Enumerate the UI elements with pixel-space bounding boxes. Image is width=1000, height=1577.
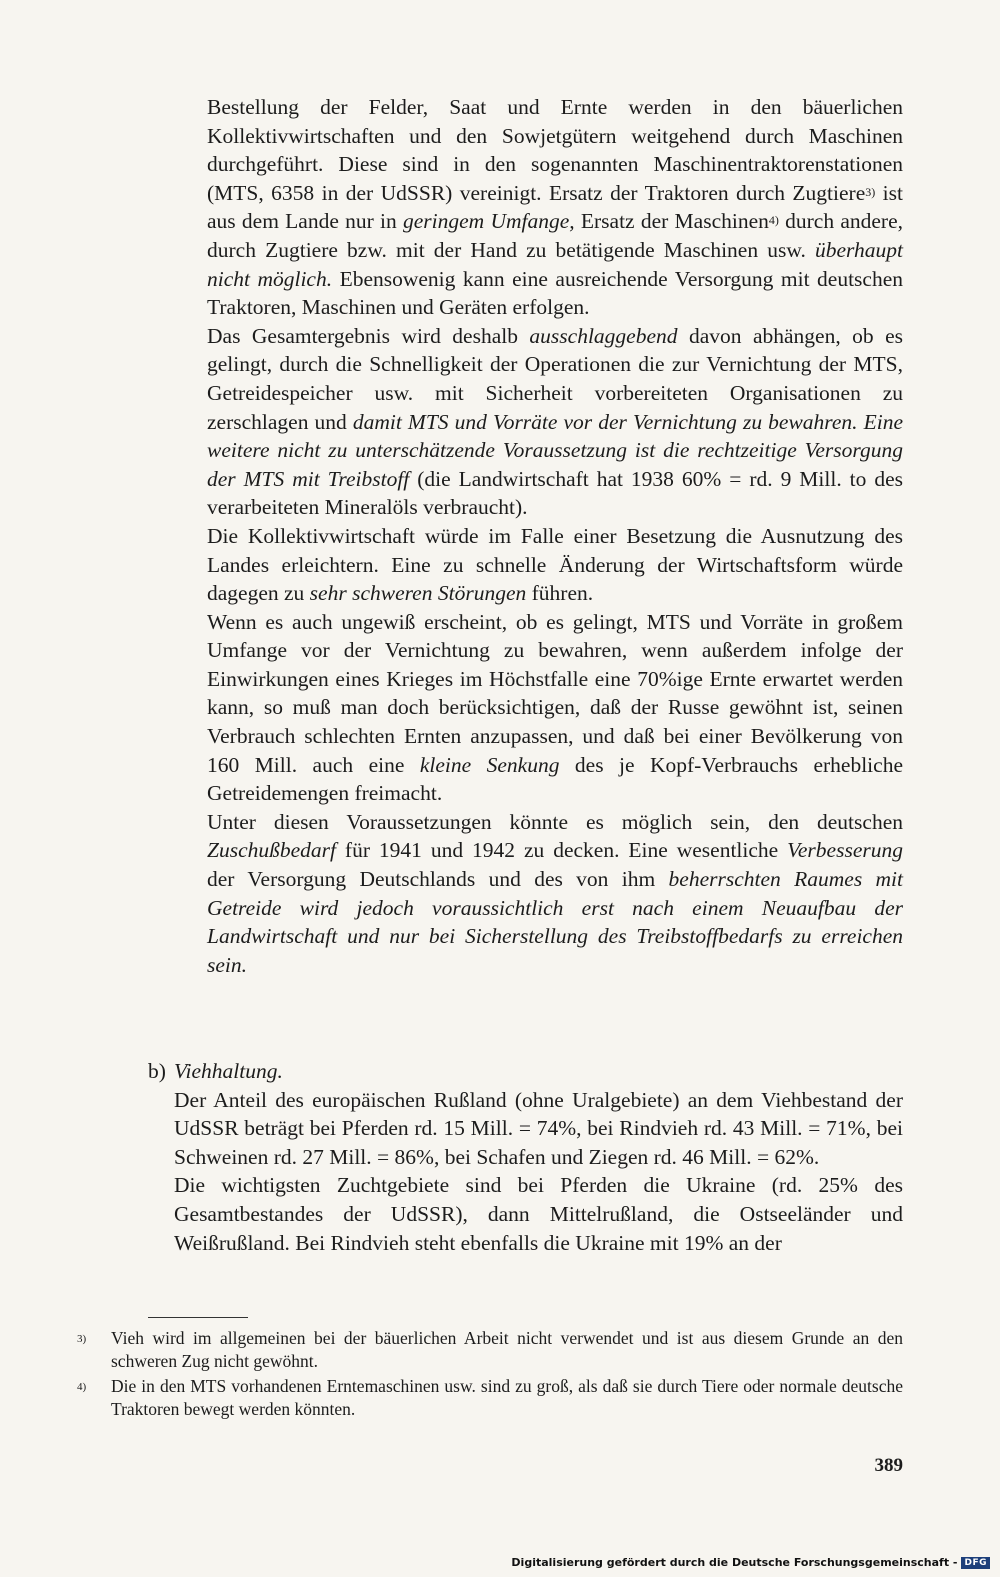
footnote-reference: 4): [768, 213, 779, 228]
paragraph: Die wichtigsten Zuchtgebiete sind bei Pferden die Ukraine (rd. 25% des Gesamtbestandes der UdSSR), dann Mittelrußland, die Ostseeländer und Weißrußland. Bei Rindvieh steht ebenfalls die Ukraine mit 19% an der: [174, 1173, 903, 1255]
footnote-mark: 4): [77, 1381, 87, 1393]
section-title: Viehhaltung.: [174, 1059, 283, 1083]
body-text: [207, 93, 903, 979]
paragraph: [207, 608, 903, 808]
section-heading: [148, 1057, 903, 1086]
text-run: führen.: [526, 581, 594, 606]
emphasis: Zuschußbedarf: [207, 838, 336, 863]
text-run: ist aus dem Lande nur in: [207, 180, 903, 234]
footnote-divider: [148, 1317, 248, 1318]
paragraph: Der Anteil des europäischen Rußland (ohne Uralgebiete) an dem Viehbestand der UdSSR beträgt bei Pferden rd. 15 Mill. = 74%, bei Rindvieh rd. 43 Mill. = 71%, bei Schweinen rd. 27 Mill. = 86%, bei Schafen und Ziegen rd. 46 Mill. = 62%.: [174, 1087, 903, 1169]
emphasis: überhaupt nicht möglich.: [207, 237, 903, 291]
paragraph: [207, 322, 903, 522]
section-number: b): [148, 1059, 166, 1083]
footnote-mark: 3): [77, 1333, 87, 1345]
page-number: 389: [874, 1455, 903, 1476]
text-run: Das Gesamtergebnis wird deshalb: [207, 323, 530, 348]
text-run: des je Kopf-Verbrauchs erhebliche Getreidemengen freimacht.: [207, 752, 903, 806]
text-run: der Versorgung Deutschlands und des von ihm: [207, 867, 669, 892]
footnote: [77, 1327, 903, 1373]
text-run: Wenn es auch ungewiß erscheint, ob es gelingt, MTS und Vorräte in großem Umfange vor der Vernichtung zu bewahren, wenn außerdem infolge der Einwirkungen eines Krieges im Höchstfalle eine 70%ige Ernte erwartet werden kann, so muß man doch berücksichtigen, daß der Russe gewöhnt ist, seinen Verbrauch schlechten Ernten anzupassen, und daß bei einer Bevölkerung von 160 Mill. auch eine: [207, 609, 903, 777]
paragraph: [207, 93, 903, 322]
footnote-reference: 3): [865, 184, 876, 199]
text-run: Die Kollektivwirtschaft würde im Falle einer Besetzung die Ausnutzung des Landes erleichtern. Eine zu schnelle Änderung der Wirtschaftsform würde dagegen zu: [207, 523, 903, 606]
footnote-text: Vieh wird im allgemeinen bei der bäuerlichen Arbeit nicht verwendet und ist aus diesem Grunde an den schweren Zug nicht gewöhnt.: [111, 1328, 903, 1371]
dfg-logo: DFG: [961, 1557, 990, 1569]
section-viehhaltung: [148, 1057, 903, 1257]
emphasis: ausschlaggebend: [529, 323, 678, 348]
footnote: [77, 1375, 903, 1421]
paragraph: [207, 522, 903, 608]
paragraph: [207, 808, 903, 980]
text-run: Ersatz der Maschinen: [574, 209, 769, 234]
text-run: Ebensowenig kann eine ausreichende Versorgung mit deutschen Traktoren, Maschinen und Geräten erfolgen.: [207, 266, 903, 320]
footnotes: [77, 1327, 903, 1423]
text-run: Bestellung der Felder, Saat und Ernte werden in den bäuerlichen Kollektivwirtschaften und den Sowjetgütern weitgehend durch Maschinen durchgeführt. Diese sind in den sogenannten Maschinentraktorenstationen (MTS, 6358 in der UdSSR) vereinigt. Ersatz der Traktoren durch Zugtiere: [207, 95, 903, 205]
emphasis: sehr schweren Störungen: [309, 581, 527, 606]
credit-text: Digitalisierung gefördert durch die Deutsche Forschungsgemeinschaft -: [511, 1556, 958, 1569]
emphasis: beherrschten Raumes mit Getreide wird jedoch voraussichtlich erst nach einem Neuaufbau der Landwirtschaft und nur bei Sicherstellung des Treibstoffbedarfs zu erreichen sein.: [207, 867, 903, 977]
emphasis: kleine Senkung: [419, 752, 560, 777]
text-run: (die Landwirtschaft hat 1938 60% = rd. 9 Mill. to des verarbeiteten Mineralöls verbraucht).: [207, 466, 903, 520]
text-run: davon abhängen, ob es gelingt, durch die Schnelligkeit der Operationen die zur Vernichtung der MTS, Getreidespeicher usw. mit Sicherheit vorbereiteten Organisationen zu zerschlagen und: [207, 323, 903, 434]
emphasis: damit MTS und Vorräte vor der Vernichtung zu bewahren. Eine weitere nicht zu unterschätzende Voraussetzung ist die rechtzeitige Versorgung der MTS mit Treibstoff: [207, 409, 903, 491]
text-run: Unter diesen Voraussetzungen könnte es möglich sein, den deutschen: [207, 809, 903, 834]
emphasis: Verbesserung: [787, 838, 903, 863]
text-run: durch andere, durch Zugtiere bzw. mit der Hand zu betätigende Maschinen usw.: [207, 209, 903, 262]
footnote-text: Die in den MTS vorhandenen Erntemaschinen usw. sind zu groß, als daß sie durch Tiere oder normale deutsche Traktoren bewegt werden könnten.: [111, 1376, 903, 1419]
emphasis: geringem Umfange,: [403, 209, 575, 234]
text-run: für 1941 und 1942 zu decken. Eine wesentliche: [336, 838, 788, 863]
digitization-credit: [511, 1556, 990, 1569]
